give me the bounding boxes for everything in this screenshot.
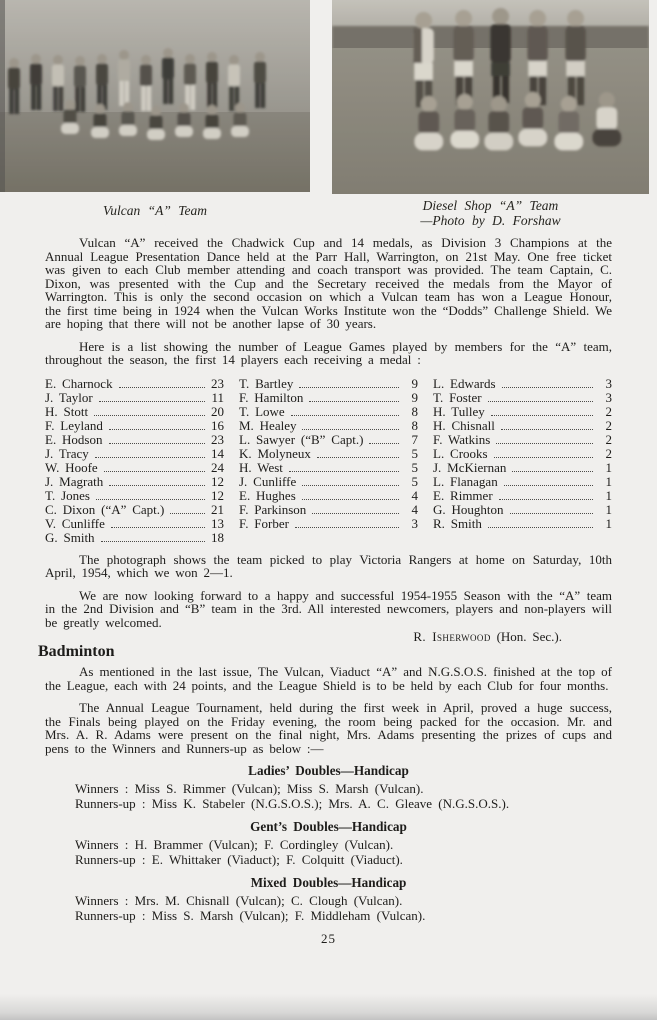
player-name: H. Chisnall [433, 417, 495, 433]
player-row [45, 531, 224, 545]
player-name: T. Foster [433, 389, 482, 405]
dotted-leader [170, 513, 205, 514]
player-name: T. Bartley [239, 375, 294, 391]
player-games-count: 3 [605, 375, 612, 391]
player-row [45, 433, 224, 447]
player-row [239, 405, 418, 419]
dotted-leader [299, 387, 399, 388]
dotted-leader [488, 527, 593, 528]
player-row [433, 391, 612, 405]
photo-caption-right-line1: Diesel Shop “A” Team [422, 198, 559, 213]
player-row [433, 377, 612, 391]
player-games-count: 1 [605, 515, 612, 531]
player-games-count: 3 [411, 515, 418, 531]
badminton-heading: Badminton [38, 643, 115, 660]
players-column [433, 377, 612, 545]
player-row [239, 503, 418, 517]
player-row [45, 517, 224, 531]
player-name: L. Crooks [433, 445, 488, 461]
player-games-count: 5 [411, 445, 418, 461]
photo-caption-left: Vulcan “A” Team [102, 203, 207, 218]
player-games-count: 2 [605, 431, 612, 447]
player-name: T. Lowe [239, 403, 285, 419]
player-name: L. Flanagan [433, 473, 498, 489]
player-name: H. Tulley [433, 403, 485, 419]
player-row [239, 419, 418, 433]
player-row [239, 475, 418, 489]
player-row [239, 447, 418, 461]
player-row [45, 489, 224, 503]
player-games-count: 5 [411, 459, 418, 475]
player-name: K. Molyneux [239, 445, 311, 461]
player-row [239, 391, 418, 405]
event-title: Ladies’ Doubles—Handicap [248, 763, 409, 778]
dotted-leader [510, 513, 594, 514]
event-title: Gent’s Doubles—Handicap [250, 819, 407, 834]
dotted-leader [369, 443, 399, 444]
player-row [433, 405, 612, 419]
dotted-leader [302, 429, 399, 430]
dotted-leader [99, 401, 205, 402]
player-name: C. Dixon (“A” Capt.) [45, 501, 165, 517]
player-row [45, 419, 224, 433]
player-games-count: 2 [605, 403, 612, 419]
team-photo-illustration [332, 0, 649, 194]
badminton-paragraph-2: The Annual League Tournament, held during the first week in April, proved a huge success, the Finals being played on the Friday evening, the room being packed for the occasion. Mr. and Mrs. A. R. Adams were present on the final night, Mrs. Adams presenting the prizes of cups and pens to the Winners and Runners-up as below :— [45, 700, 612, 756]
player-name: E. Hodson [45, 431, 103, 447]
player-name: H. Stott [45, 403, 89, 419]
football-paragraph-1: Vulcan “A” received the Chadwick Cup and 14 medals, as Division 3 Champions at the Annual League Presentation Dance held at the Parr Hall, Warrington, on 21st May. One free ticket was given to each Club member attending and coach transport was provided. The team Captain, C. Dixon, was presented with the Cup and the Secretary received the medals from the Mayor of Warrington. This is only the second occasion on which a Vulcan team has won a League Honour, the first time being in 1924 when the Vulcan Works Institute won the “Dodds” Challenge Shield. We are hoping that there will not be another lapse of 30 years. [45, 235, 612, 331]
players-column [239, 377, 418, 545]
football-paragraph-4: We are now looking forward to a happy and successful 1954-1955 Season with the “A” team in the 2nd Division and “B” team in the 3rd. All interested newcomers, players and non-players will be greatly welcomed. [45, 587, 612, 630]
player-games-count: 1 [605, 501, 612, 517]
player-row [239, 489, 418, 503]
dotted-leader [309, 401, 399, 402]
signature [45, 630, 612, 644]
player-name: G. Smith [45, 529, 95, 545]
dotted-leader [104, 471, 205, 472]
player-row [433, 489, 612, 503]
player-name: F. Watkins [433, 431, 491, 447]
player-row [433, 517, 612, 531]
dotted-leader [119, 387, 205, 388]
dotted-leader [494, 457, 593, 458]
player-name: W. Hoofe [45, 459, 98, 475]
dotted-leader [94, 415, 205, 416]
player-row [45, 377, 224, 391]
player-row [45, 461, 224, 475]
player-row [433, 475, 612, 489]
event-winners: Winners : Miss S. Rimmer (Vulcan); Miss S. Marsh (Vulcan). [75, 781, 424, 796]
player-games-count: 12 [211, 487, 224, 503]
player-games-count: 4 [411, 501, 418, 517]
player-games-count: 24 [211, 459, 224, 475]
player-name: F. Hamilton [239, 389, 304, 405]
dotted-leader [96, 499, 205, 500]
player-games-count: 2 [605, 445, 612, 461]
player-games-count: 8 [411, 417, 418, 433]
player-row [45, 475, 224, 489]
player-games-count: 9 [411, 375, 418, 391]
player-name: E. Hughes [239, 487, 296, 503]
player-games-count: 1 [605, 473, 612, 489]
event-runners-up: Runners-up : Miss K. Stabeler (N.G.S.O.S.); Mrs. A. C. Gleave (N.G.S.O.S.). [75, 796, 510, 811]
player-games-count: 2 [605, 417, 612, 433]
player-games-count: 9 [411, 389, 418, 405]
player-name: E. Rimmer [433, 487, 493, 503]
dotted-leader [302, 485, 399, 486]
dotted-leader [491, 415, 593, 416]
player-games-count: 23 [211, 375, 224, 391]
signature-role: (Hon. Sec.). [490, 629, 562, 644]
event-ladies-doubles [45, 764, 612, 811]
vulcan-a-team-photo [0, 0, 310, 192]
player-name: F. Leyland [45, 417, 103, 433]
event-gents-doubles [45, 820, 612, 867]
player-name: M. Healey [239, 417, 297, 433]
player-name: E. Charnock [45, 375, 113, 391]
dotted-leader [499, 499, 593, 500]
player-name: T. Jones [45, 487, 90, 503]
player-games-count: 16 [211, 417, 224, 433]
player-row [433, 433, 612, 447]
player-name: J. Taylor [45, 389, 93, 405]
dotted-leader [295, 527, 399, 528]
diesel-shop-a-team-photo [332, 0, 649, 194]
event-title: Mixed Doubles—Handicap [250, 875, 407, 890]
player-games-count: 18 [211, 529, 224, 545]
signature-name: R. Isherwood [413, 629, 491, 644]
dotted-leader [504, 485, 593, 486]
player-name: H. West [239, 459, 283, 475]
player-games-count: 21 [211, 501, 224, 517]
player-row [45, 503, 224, 517]
player-row [45, 405, 224, 419]
players-column [45, 377, 224, 545]
player-row [45, 391, 224, 405]
player-games-count: 5 [411, 473, 418, 489]
player-row [433, 503, 612, 517]
player-games-count: 11 [211, 389, 224, 405]
player-games-count: 1 [605, 487, 612, 503]
dotted-leader [109, 429, 205, 430]
player-row [433, 447, 612, 461]
player-name: L. Sawyer (“B” Capt.) [239, 431, 364, 447]
event-mixed-doubles [45, 876, 612, 923]
dotted-leader [512, 471, 593, 472]
player-row [433, 461, 612, 475]
player-games-count: 12 [211, 473, 224, 489]
player-row [239, 461, 418, 475]
player-row [239, 377, 418, 391]
player-games-count: 7 [411, 431, 418, 447]
player-games-count: 1 [605, 459, 612, 475]
player-name: L. Edwards [433, 375, 496, 391]
event-winners: Winners : H. Brammer (Vulcan); F. Cordingley (Vulcan). [75, 837, 394, 852]
player-name: G. Houghton [433, 501, 504, 517]
photo-credit: —Photo by D. Forshaw [420, 213, 561, 228]
dotted-leader [109, 443, 206, 444]
dotted-leader [291, 415, 399, 416]
player-games-count: 8 [411, 403, 418, 419]
player-name: J. Magrath [45, 473, 104, 489]
player-name: R. Smith [433, 515, 482, 531]
player-row [239, 517, 418, 531]
dotted-leader [289, 471, 399, 472]
player-name: F. Forber [239, 515, 289, 531]
player-row [433, 419, 612, 433]
player-row [239, 433, 418, 447]
player-games-count: 20 [211, 403, 224, 419]
player-games-count: 3 [605, 389, 612, 405]
player-name: J. Cunliffe [239, 473, 297, 489]
event-runners-up: Runners-up : E. Whittaker (Viaduct); F. Colquitt (Viaduct). [75, 852, 403, 867]
player-games-count: 13 [211, 515, 224, 531]
dotted-leader [502, 387, 593, 388]
page-number: 25 [321, 931, 336, 946]
player-name: F. Parkinson [239, 501, 307, 517]
player-games-count: 23 [211, 431, 224, 447]
dotted-leader [312, 513, 399, 514]
dotted-leader [302, 499, 399, 500]
dotted-leader [111, 527, 205, 528]
event-winners: Winners : Mrs. M. Chisnall (Vulcan); C. Clough (Vulcan). [75, 893, 403, 908]
player-row [45, 447, 224, 461]
dotted-leader [109, 485, 205, 486]
dotted-leader [317, 457, 399, 458]
player-games-count: 14 [211, 445, 224, 461]
page-body [38, 235, 612, 946]
football-paragraph-2: Here is a list showing the number of League Games played by members for the “A” team, throughout the season, the first 14 players each receiving a medal : [45, 338, 612, 367]
dotted-leader [101, 541, 205, 542]
player-name: J. McKiernan [433, 459, 507, 475]
event-runners-up: Runners-up : Miss S. Marsh (Vulcan); F. Middleham (Vulcan). [75, 908, 426, 923]
badminton-paragraph-1: As mentioned in the last issue, The Vulcan, Viaduct “A” and N.G.S.O.S. finished at the top of the League, each with 24 points, and the League Shield is to be held by each Club for four months. [45, 664, 612, 693]
team-photo-illustration [0, 0, 310, 192]
photo-caption-right [332, 198, 649, 228]
players-list [45, 377, 612, 545]
dotted-leader [488, 401, 593, 402]
dotted-leader [496, 443, 593, 444]
player-name: J. Tracy [45, 445, 89, 461]
dotted-leader [501, 429, 593, 430]
player-name: V. Cunliffe [45, 515, 105, 531]
player-games-count: 4 [411, 487, 418, 503]
dotted-leader [95, 457, 205, 458]
football-paragraph-3: The photograph shows the team picked to play Victoria Rangers at home on Saturday, 10th April, 1954, which we won 2—1. [45, 551, 612, 580]
